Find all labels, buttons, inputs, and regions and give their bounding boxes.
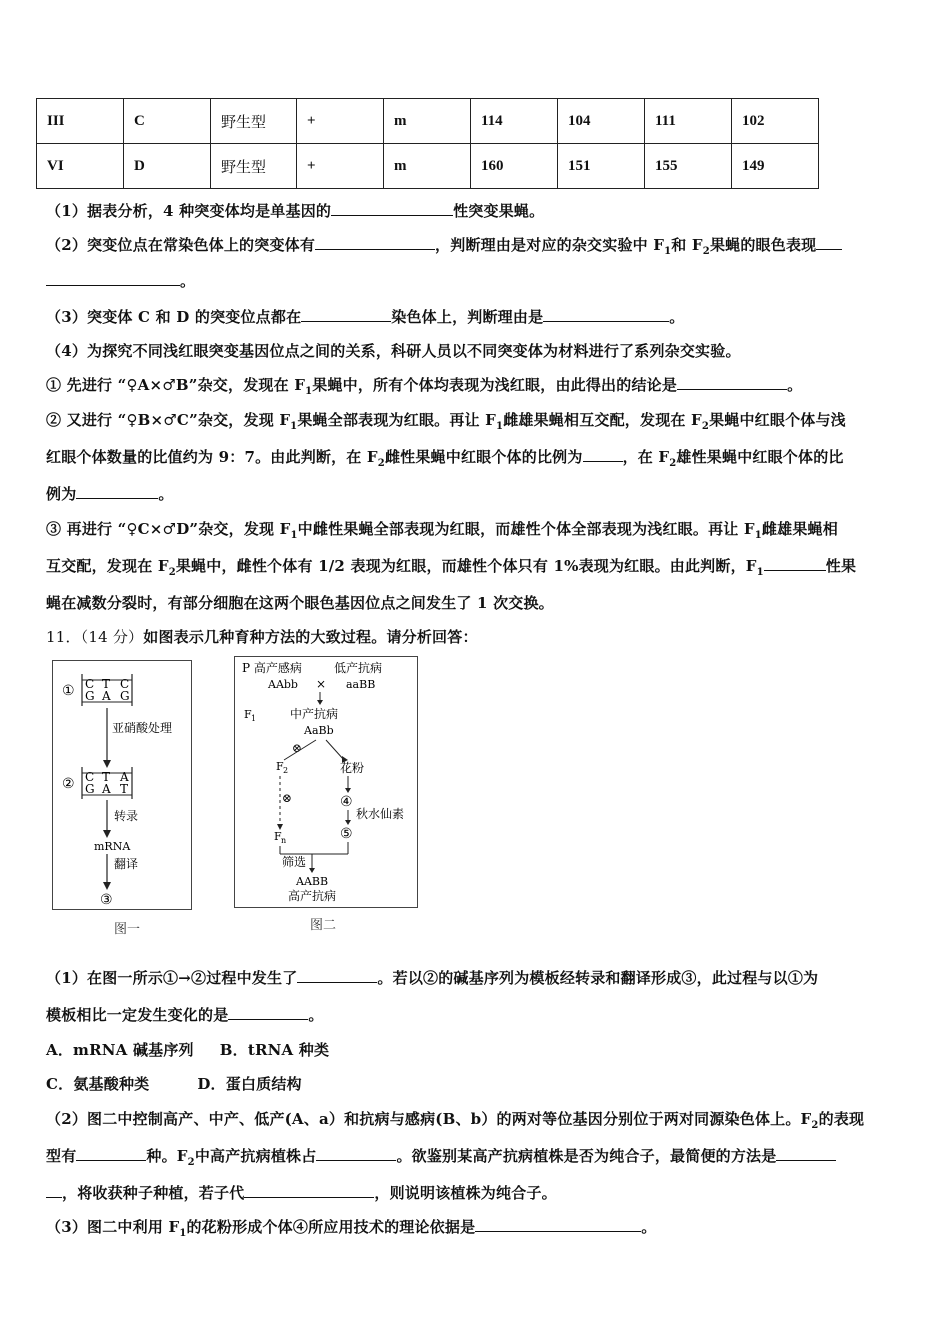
subscript: 2 bbox=[701, 421, 710, 432]
table-cell: m bbox=[384, 144, 471, 189]
answer-blank[interactable] bbox=[46, 1183, 62, 1198]
text: 。 bbox=[641, 1218, 657, 1236]
figure-two bbox=[234, 656, 420, 933]
text: 的表现 bbox=[818, 1110, 865, 1128]
table-cell: + bbox=[297, 144, 384, 189]
base-label: T bbox=[102, 677, 111, 691]
fn-label: F bbox=[274, 830, 282, 843]
answer-blank[interactable] bbox=[297, 968, 377, 983]
text: ，判断理由是对应的杂交实验中 F bbox=[435, 236, 665, 254]
text: 雌雄果蝇相互交配，发现在 F bbox=[503, 411, 702, 429]
text: 雌性果蝇中红眼个体的比例为 bbox=[384, 448, 583, 466]
table-cell: 野生型 bbox=[211, 144, 297, 189]
q10-step3-cont bbox=[46, 555, 856, 578]
text: ，在 F bbox=[622, 448, 670, 466]
q11-part2 bbox=[46, 1108, 864, 1131]
table-cell: 野生型 bbox=[211, 99, 297, 144]
text: 果蝇的眼色表现 bbox=[709, 236, 817, 254]
text: 的花粉形成个体④所应用技术的理论依据是 bbox=[186, 1218, 476, 1236]
text: 中高产抗病植株占 bbox=[194, 1147, 317, 1165]
base-label: G bbox=[120, 689, 130, 703]
base-label: C bbox=[120, 677, 130, 691]
q10-step2 bbox=[46, 409, 846, 432]
pollen-label: 花粉 bbox=[340, 761, 365, 775]
result-phenotype: 高产抗病 bbox=[288, 889, 337, 903]
colchicine-label: 秋水仙素 bbox=[356, 807, 405, 821]
text: ① 先进行 “♀A×♂B”杂交，发现在 F bbox=[46, 376, 306, 394]
text: 。 bbox=[180, 272, 196, 290]
table-cell: C bbox=[124, 99, 211, 144]
result-genotype: AABB bbox=[296, 875, 329, 888]
subscript: 2 bbox=[811, 1120, 819, 1131]
f1-label: F bbox=[244, 708, 252, 721]
answer-blank[interactable] bbox=[331, 201, 453, 216]
q11-part3 bbox=[46, 1216, 657, 1239]
answer-blank[interactable] bbox=[244, 1183, 374, 1198]
answer-blank[interactable] bbox=[543, 307, 669, 322]
subscript: 1 bbox=[179, 1228, 187, 1239]
text: 。 bbox=[669, 308, 685, 326]
answer-blank[interactable] bbox=[228, 1005, 308, 1020]
fn-subscript: n bbox=[281, 836, 287, 845]
subscript: 1 bbox=[756, 567, 764, 578]
text: （2）突变位点在常染色体上的突变体有 bbox=[46, 236, 316, 254]
transcription-label: 转录 bbox=[114, 809, 139, 823]
text: 。 bbox=[787, 376, 803, 394]
text: （1）在图一所示①→②过程中发生了 bbox=[46, 969, 298, 987]
base-label: T bbox=[102, 770, 111, 784]
text: 果蝇中，雌性个体有 1/2 表现为红眼，而雄性个体只有 1%表现为红眼。由此判断，F bbox=[175, 557, 757, 575]
text: 雄性果蝇中红眼个体的比 bbox=[676, 448, 844, 466]
text: 果蝇中红眼个体与浅 bbox=[709, 411, 846, 429]
figure-two-caption: 图二 bbox=[310, 918, 337, 933]
subscript: 1 bbox=[290, 421, 298, 432]
text: 种。F bbox=[146, 1147, 188, 1165]
figure-one-caption: 图一 bbox=[114, 922, 141, 937]
text: ，则说明该植株为纯合子。 bbox=[374, 1184, 557, 1202]
answer-blank[interactable] bbox=[475, 1217, 641, 1232]
subscript: 1 bbox=[305, 386, 313, 397]
q11-part1-cont bbox=[46, 1004, 324, 1025]
text: ③ 再进行 “♀C×♂D”杂交，发现 F bbox=[46, 520, 291, 538]
f2-subscript: 2 bbox=[283, 766, 289, 775]
base-label: G bbox=[85, 782, 95, 796]
q11-options-cd bbox=[46, 1073, 302, 1094]
table-cell: VI bbox=[37, 144, 124, 189]
translation-label: 翻译 bbox=[114, 857, 139, 871]
subscript: 1 bbox=[754, 530, 762, 541]
text: 。 bbox=[158, 485, 174, 503]
table-cell: 149 bbox=[732, 144, 819, 189]
subscript: 2 bbox=[702, 246, 710, 257]
text: ，将收获种子种植，若子代 bbox=[62, 1184, 245, 1202]
figure-one bbox=[52, 660, 194, 937]
table-cell: 102 bbox=[732, 99, 819, 144]
step-marker: ③ bbox=[100, 892, 113, 908]
text: （2）图二中控制高产、中产、低产(A、a）和抗病与感病(B、b）的两对等位基因分别位于两对同源染色体上。F bbox=[46, 1110, 812, 1128]
q10-part4: （4）为探究不同浅红眼突变基因位点之间的关系，科研人员以不同突变体为材料进行了系列杂交实验。 bbox=[46, 342, 741, 360]
q10-part1 bbox=[46, 200, 544, 221]
parent-left-label: P 高产感病 bbox=[242, 661, 302, 675]
parent-left-genotype: AAbb bbox=[268, 678, 298, 691]
cross-symbol: × bbox=[316, 677, 327, 691]
text: 和 F bbox=[671, 236, 703, 254]
option-d[interactable]: D．蛋白质结构 bbox=[197, 1075, 302, 1093]
figure-two-diagram bbox=[234, 656, 420, 910]
subscript: 2 bbox=[168, 567, 176, 578]
answer-blank[interactable] bbox=[764, 556, 826, 571]
mrna-label: mRNA bbox=[94, 840, 131, 853]
base-label: T bbox=[120, 782, 129, 796]
answer-blank[interactable] bbox=[316, 1146, 396, 1161]
text: 互交配，发现在 F bbox=[46, 557, 169, 575]
q10-step3 bbox=[46, 518, 838, 541]
option-b[interactable]: B．tRNA 种类 bbox=[219, 1041, 330, 1059]
text: 性果 bbox=[825, 557, 857, 575]
text: 雌雄果蝇相 bbox=[761, 520, 838, 538]
option-a[interactable]: A．mRNA 碱基序列 bbox=[46, 1041, 194, 1059]
text: 。欲鉴别某高产抗病植株是否为纯合子，最简便的方法是 bbox=[396, 1147, 777, 1165]
table-cell: + bbox=[297, 99, 384, 144]
base-label: A bbox=[120, 770, 129, 784]
parent-right-genotype: aaBB bbox=[346, 678, 376, 691]
option-c[interactable]: C．氨基酸种类 bbox=[46, 1075, 150, 1093]
table-cell: 155 bbox=[645, 144, 732, 189]
text: （3）图二中利用 F bbox=[46, 1218, 180, 1236]
f1-phenotype: 中产抗病 bbox=[290, 707, 339, 721]
base-label: G bbox=[85, 689, 95, 703]
table-cell: III bbox=[37, 99, 124, 144]
subscript: 2 bbox=[187, 1157, 195, 1168]
subscript: 1 bbox=[664, 246, 672, 257]
screen-label: 筛选 bbox=[282, 855, 307, 869]
q10-part3 bbox=[46, 306, 685, 327]
table-row bbox=[37, 144, 819, 189]
base-label: A bbox=[102, 689, 111, 703]
text: 例为 bbox=[46, 485, 77, 503]
text: （3）突变体 C 和 D 的突变位点都在 bbox=[46, 308, 302, 326]
question-text: 如图表示几种育种方法的大致过程。请分析回答： bbox=[143, 628, 478, 646]
q11-options-ab bbox=[46, 1039, 329, 1060]
answer-blank[interactable] bbox=[301, 307, 391, 322]
parent-right-label: 低产抗病 bbox=[334, 661, 383, 675]
text: 红眼个体数量的比值约为 9：7。由此判断，在 F bbox=[46, 448, 378, 466]
base-label: C bbox=[85, 677, 95, 691]
text: 型有 bbox=[46, 1147, 77, 1165]
q10-part2 bbox=[46, 234, 842, 257]
answer-blank[interactable] bbox=[816, 235, 842, 250]
q10-step2-cont2 bbox=[46, 483, 174, 504]
q11-title bbox=[46, 626, 478, 647]
question-number: 11．（14 分） bbox=[46, 628, 144, 646]
f2-label: F bbox=[276, 760, 284, 773]
subscript: 1 bbox=[496, 421, 504, 432]
text: 果蝇全部表现为红眼。再让 F bbox=[297, 411, 497, 429]
table-cell: 151 bbox=[558, 144, 645, 189]
selfing-symbol: ⊗ bbox=[282, 791, 293, 805]
table-row bbox=[37, 99, 819, 144]
step-marker: ① bbox=[62, 683, 75, 699]
text: 中雌性果蝇全部表现为红眼，而雄性个体全部表现为浅红眼。再让 F bbox=[297, 520, 755, 538]
q11-part1 bbox=[46, 967, 818, 988]
step-marker: ② bbox=[62, 776, 75, 792]
table-cell: 114 bbox=[471, 99, 558, 144]
q10-step2-cont bbox=[46, 446, 844, 469]
mutant-cross-table bbox=[36, 98, 819, 189]
text: 。若以②的碱基序列为模板经转录和翻译形成③，此过程与以①为 bbox=[377, 969, 819, 987]
table-cell: D bbox=[124, 144, 211, 189]
base-label: A bbox=[102, 782, 111, 796]
q10-part2-cont bbox=[46, 270, 195, 291]
text: 。 bbox=[308, 1006, 324, 1024]
answer-blank[interactable] bbox=[46, 271, 180, 286]
figure-one-diagram bbox=[52, 660, 194, 910]
answer-blank[interactable] bbox=[776, 1146, 836, 1161]
selfing-symbol: ⊗ bbox=[292, 741, 303, 755]
answer-blank[interactable] bbox=[76, 484, 158, 499]
f1-genotype: AaBb bbox=[304, 724, 334, 737]
text: 性突变果蝇。 bbox=[453, 202, 545, 220]
answer-blank[interactable] bbox=[583, 447, 623, 462]
table-cell: 160 bbox=[471, 144, 558, 189]
treatment-label: 亚硝酸处理 bbox=[112, 721, 173, 735]
text: 染色体上，判断理由是 bbox=[391, 308, 544, 326]
table-cell: 111 bbox=[645, 99, 732, 144]
step-marker: ④ bbox=[340, 794, 353, 810]
text: 模板相比一定发生变化的是 bbox=[46, 1006, 229, 1024]
q11-part2-cont bbox=[46, 1145, 836, 1168]
answer-blank[interactable] bbox=[315, 235, 435, 250]
table-cell: m bbox=[384, 99, 471, 144]
text: 果蝇中，所有个体均表现为浅红眼，由此得出的结论是 bbox=[312, 376, 678, 394]
subscript: 2 bbox=[377, 458, 385, 469]
subscript: 2 bbox=[669, 458, 677, 469]
f1-subscript: 1 bbox=[251, 714, 257, 723]
text: ② 又进行 “♀B×♂C”杂交，发现 F bbox=[46, 411, 291, 429]
base-label: C bbox=[85, 770, 95, 784]
answer-blank[interactable] bbox=[76, 1146, 146, 1161]
subscript: 1 bbox=[290, 530, 298, 541]
q11-part2-cont2 bbox=[46, 1182, 557, 1203]
q10-step3-cont2: 蝇在减数分裂时，有部分细胞在这两个眼色基因位点之间发生了 1 次交换。 bbox=[46, 594, 554, 612]
text: （1）据表分析，4 种突变体均是单基因的 bbox=[46, 202, 332, 220]
answer-blank[interactable] bbox=[677, 375, 787, 390]
step-marker: ⑤ bbox=[340, 826, 353, 842]
q10-step1 bbox=[46, 374, 802, 397]
table-cell: 104 bbox=[558, 99, 645, 144]
